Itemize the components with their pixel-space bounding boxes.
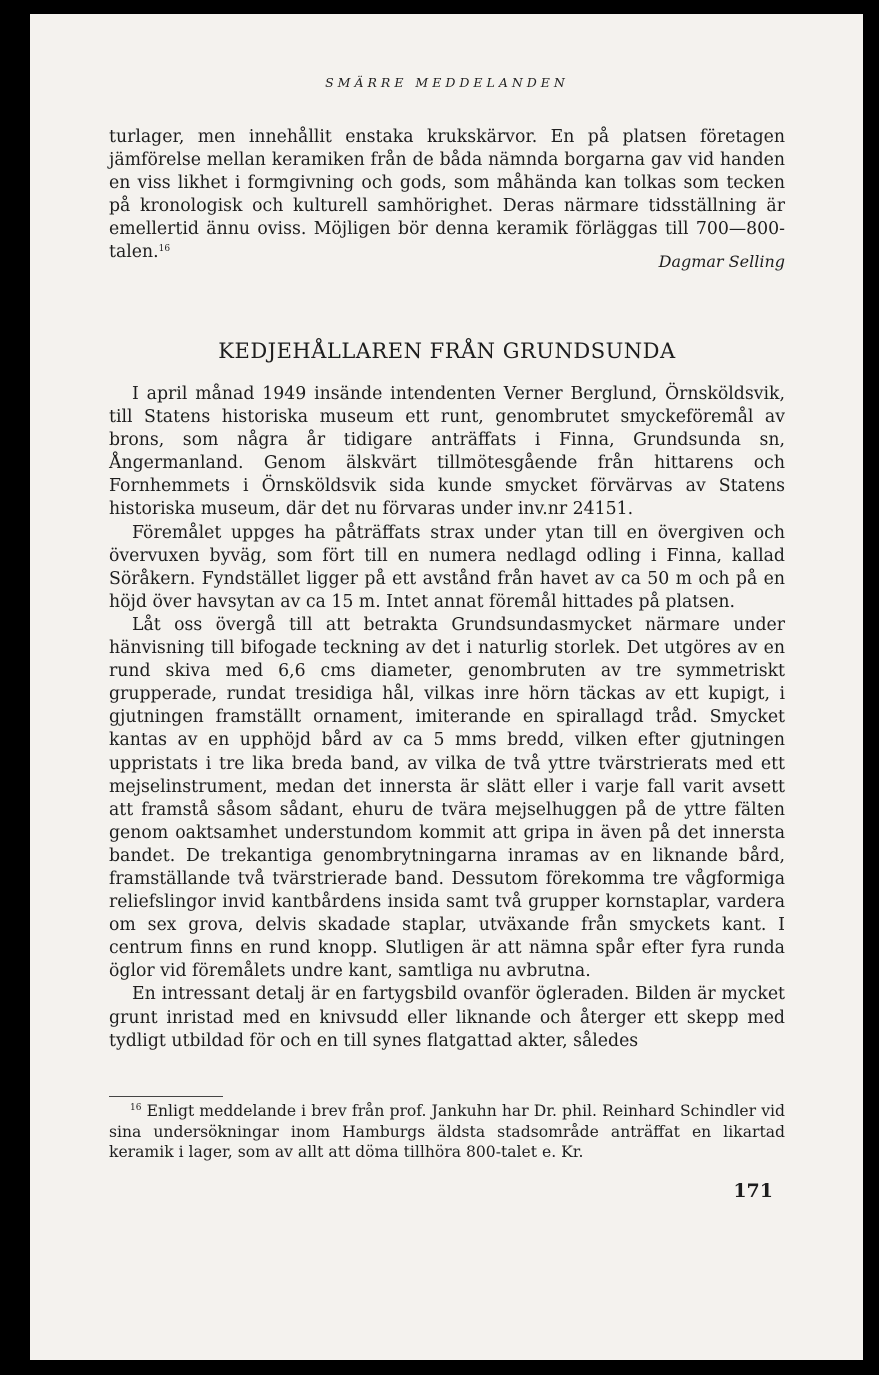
body-paragraph: Låt oss övergå till att betrakta Grundsundasmycket närmare under hänvisning till bifogade teckning av det i naturlig storlek. Det utgöres av en rund skiva med 6,6 cms diameter, genombruten av tre symmetriskt grupperade, rundat tresidiga hål, vilkas inre hörn täckas av ett kupigt, i gjutningen framställt ornament, imiterande en spirallagd tråd. Smycket kantas av en upphöjd bård av ca 5 mms bredd, vilken efter gjutningen uppristats i tre lika breda band, av vilka de två yttre tvärstrierats med ett mejselinstrument, medan det innersta är slätt eller i varje fall varit avsett att framstå såsom sådant, ehuru de tvära mejselhuggen på de yttre fälten genom oaktsamhet understundom kommit att gripa in även på det innersta bandet. De trekantiga genombrytningarna inramas av en liknande bård, framställande två tvärstrierade band. Dessutom förekomma tre vågformiga reliefslingor invid kantbårdens insida samt två grupper kornstaplar, vardera om sex grova, delvis skadade staplar, utväxande från smyckets kant. I centrum finns en rund knopp. Slutligen är att nämna spår efter fyra runda öglor vid föremålets undre kant, samtliga nu avbrutna. [109,614,785,982]
footnote-divider [109,1096,223,1097]
body-paragraph: Föremålet uppges ha påträffats strax under ytan till en övergiven och övervuxen byväg, som fört till en numera nedlagd odling i Finna, kallad Söråkern. Fyndstället ligger på ett avstånd från havet av ca 50 m och på en höjd över havsytan av ca 15 m. Intet annat föremål hittades på platsen. [109,522,785,612]
journal-page [30,14,863,1360]
body-paragraph: I april månad 1949 insände intendenten Verner Berglund, Örnsköldsvik, till Statens historiska museum ett runt, genombrutet smyckeföremål av brons, som några år tidigare anträffats i Finna, Grundsunda sn, Ångermanland. Genom älskvärt tillmötesgående från hittarens och Fornhemmets i Örnsköldsvik sida kunde smycket förvärvas av Statens historiska museum, där det nu förvaras under inv.nr 24151. [109,384,785,520]
page-number: 171 [733,1180,773,1202]
running-header: SMÄRRE MEDDELANDEN [325,75,569,90]
footnote-text: Enligt meddelande i brev från prof. Jankuhn har Dr. phil. Reinhard Schindler vid sina undersökningar inom Hamburgs äldsta stadsområde anträffat en likartad keramik i lager, som av allt att döma tillhöra 800-talet e. Kr. [109,1102,785,1161]
article-body [109,383,785,1053]
footnote-number: 16 [130,1103,142,1113]
footnote-reference: 16 [158,244,171,255]
body-paragraph: En intressant detalj är en fartygsbild ovanför ögleraden. Bilden är mycket grunt inristad med en knivsudd eller liknande och återger ett skepp med tydligt utbildad för och en till synes flatgattad akter, således [109,984,785,1051]
footnote [109,1101,785,1163]
article-title: KEDJEHÅLLAREN FRÅN GRUNDSUNDA [218,339,676,363]
intro-paragraph-block [109,126,785,265]
footnote-paragraph [109,1101,785,1163]
intro-paragraph-text: turlager, men innehållit enstaka krukskärvor. En på platsen företagen jämförelse mellan keramiken från de båda nämnda borgarna gav vid handen en viss likhet i formgivning och gods, som måhända kan tolkas som tecken på kronologisk och kulturell samhörighet. Deras närmare tidsställning är emellertid ännu oviss. Möjligen bör denna keramik förläggas till 700—800-talen. [109,127,785,263]
author-signature: Dagmar Selling [658,252,785,271]
intro-paragraph [109,126,785,265]
